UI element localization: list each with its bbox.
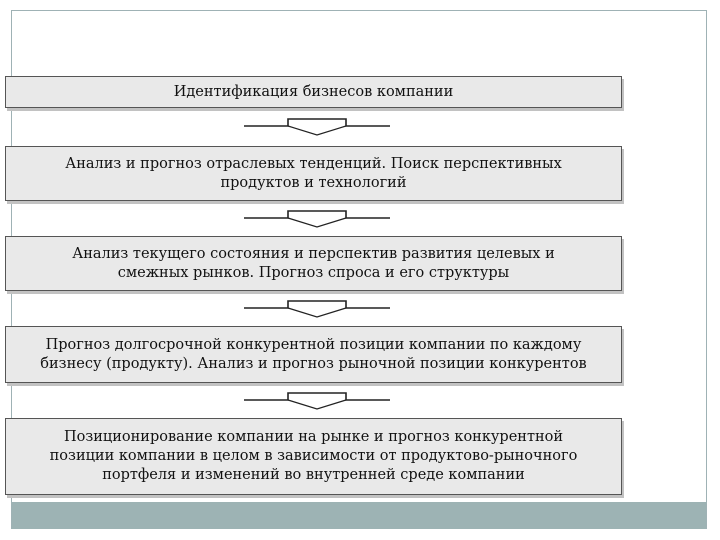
down-arrow-icon bbox=[244, 391, 390, 411]
down-arrow-icon bbox=[244, 209, 390, 229]
down-arrow-icon bbox=[244, 299, 390, 319]
step-5-line-2: позиции компании в целом в зависимости от продуктово-рыночного bbox=[49, 448, 578, 464]
step-box-5 bbox=[5, 418, 622, 495]
step-box-3 bbox=[5, 236, 622, 291]
step-1-line-1: Идентификация бизнесов компании bbox=[173, 83, 454, 100]
step-2-line-1: Анализ и прогноз отраслевых тенденций. Поиск перспективных bbox=[65, 155, 562, 172]
down-arrow-icon bbox=[244, 117, 390, 137]
step-5-line-1: Позиционирование компании на рынке и прогноз конкурентной bbox=[63, 429, 564, 445]
step-3-line-1: Анализ текущего состояния и перспектив развития целевых и bbox=[72, 245, 555, 262]
step-5-line-3: портфеля и изменений во внутренней среде компании bbox=[102, 467, 525, 483]
step-4-line-1: Прогноз долгосрочной конкурентной позиции компании по каждому bbox=[45, 336, 582, 353]
step-2-line-2: продуктов и технологий bbox=[220, 174, 407, 191]
step-box-1 bbox=[5, 76, 622, 108]
bottom-band bbox=[12, 502, 706, 529]
step-box-4 bbox=[5, 326, 622, 383]
step-box-2 bbox=[5, 146, 622, 201]
step-3-line-2: смежных рынков. Прогноз спроса и его структуры bbox=[117, 264, 510, 281]
step-4-line-2: бизнесу (продукту). Анализ и прогноз рыночной позиции конкурентов bbox=[40, 355, 587, 372]
